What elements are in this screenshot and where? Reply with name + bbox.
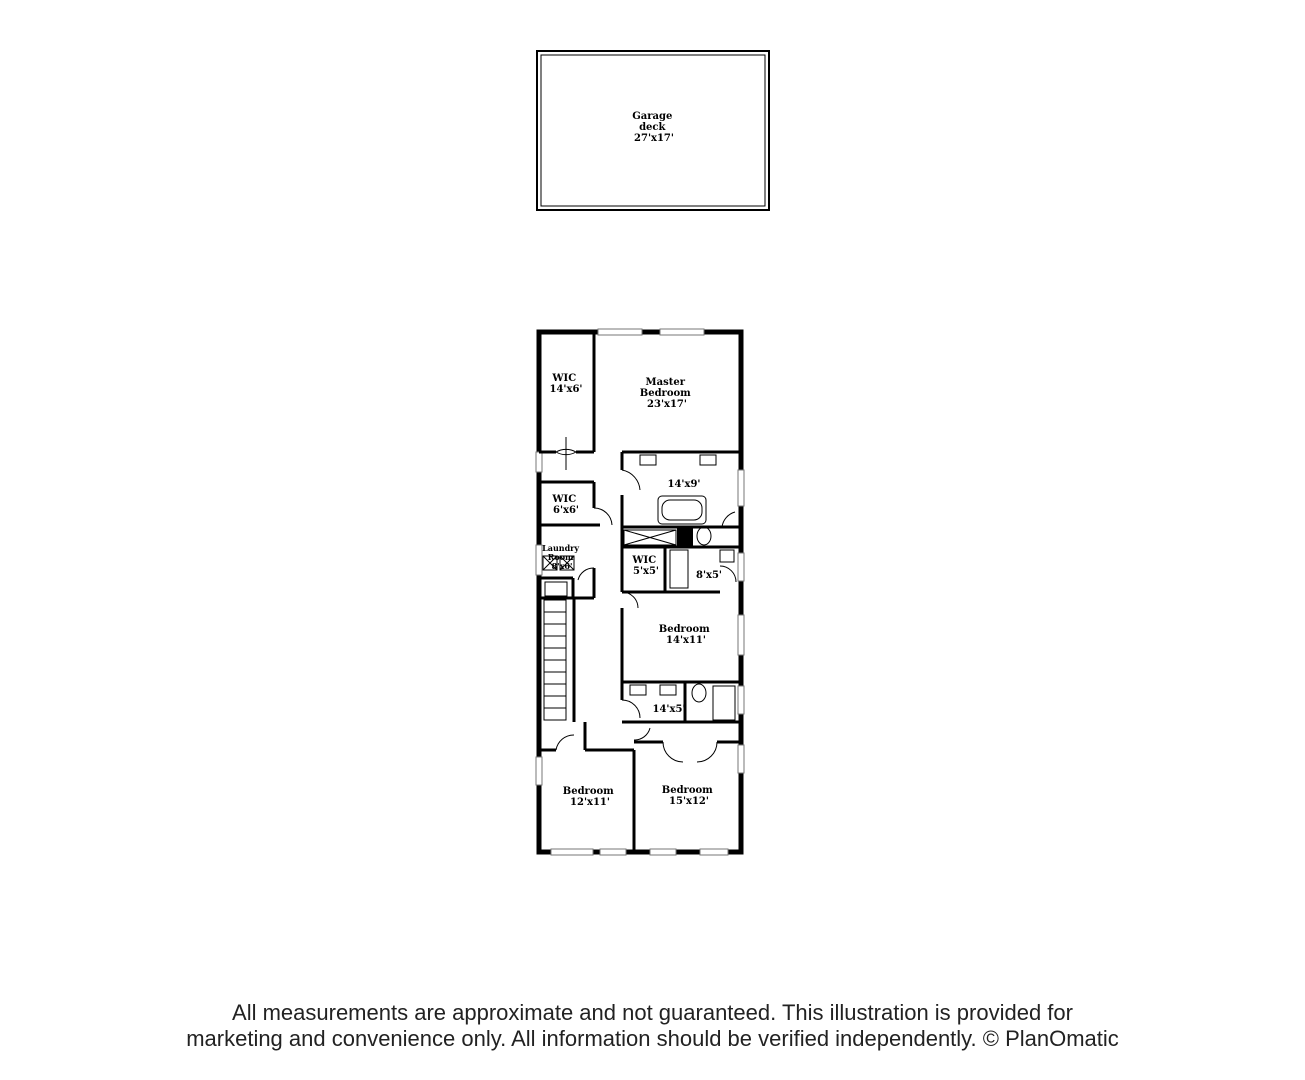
label-laundry-room: Laundry Room 8'x6' [542, 543, 580, 571]
label-master-bedroom: Master Bedroom 23'x17' [639, 377, 691, 410]
disclaimer [0, 1000, 1305, 1052]
label-bedroom-mid: Bedroom 14'x11' [658, 624, 710, 646]
disclaimer-line-2: marketing and convenience only. All information should be verified independently. © PlanOmatic [186, 1026, 1119, 1051]
interior-walls [539, 332, 741, 852]
label-wic-small: WIC 5'x5' [632, 555, 660, 577]
label-hall-bath: 14'x5' [652, 704, 686, 715]
label-garage-deck: Garage deck 27'x17' [632, 111, 674, 144]
disclaimer-line-1: All measurements are approximate and not guaranteed. This illustration is provided for [232, 1000, 1073, 1025]
label-wic-mid: WIC 6'x6' [552, 494, 580, 516]
chimney [677, 527, 693, 547]
label-bath-small: 8'x5' [695, 570, 723, 581]
label-bedroom-right: Bedroom 15'x12' [661, 785, 713, 807]
stairs [544, 600, 566, 720]
label-master-bath: 14'x9' [667, 479, 701, 490]
label-bedroom-left: Bedroom 12'x11' [562, 786, 614, 808]
label-wic-top: WIC 14'x6' [549, 373, 583, 395]
